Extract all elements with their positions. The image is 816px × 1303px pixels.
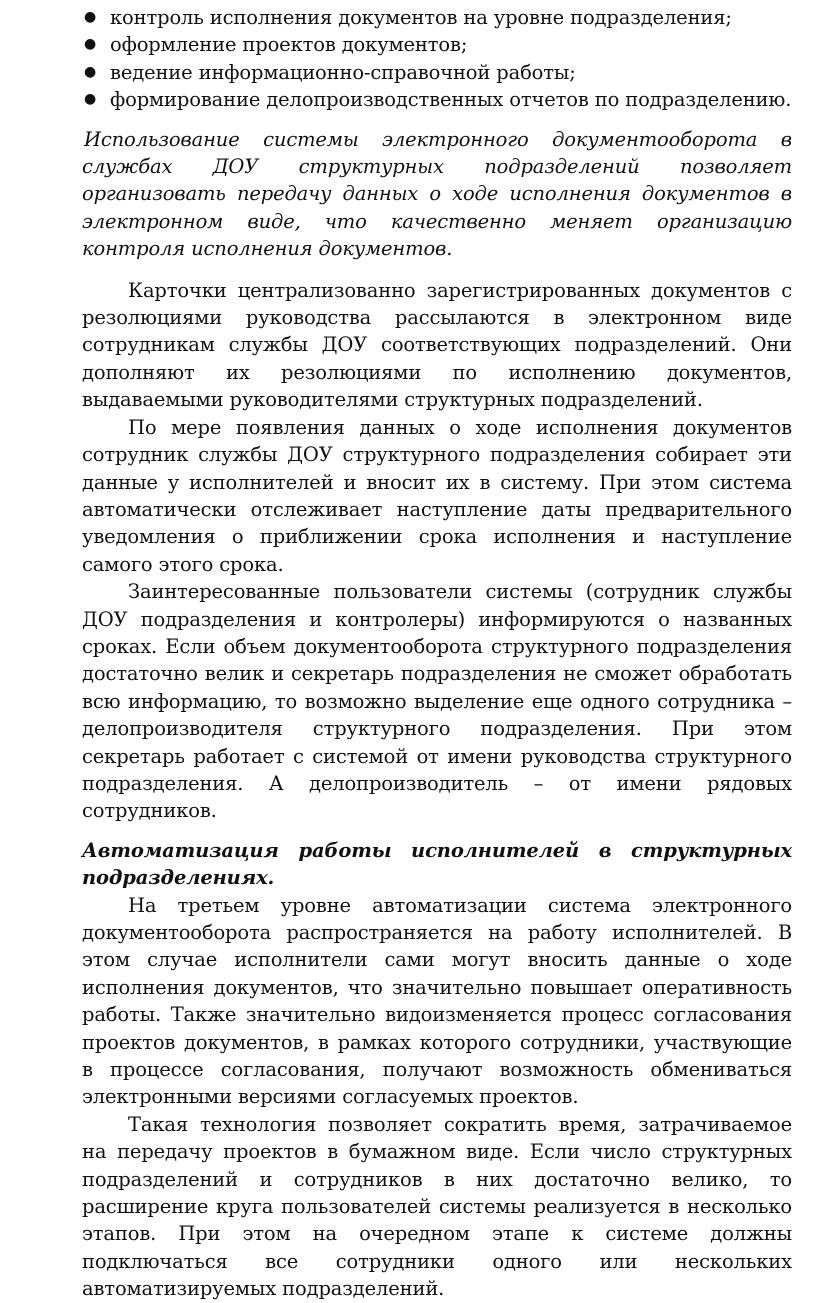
list-item: ● формирование делопроизводственных отчетов по подразделению. [82,86,792,113]
bullet-icon: ● [84,36,97,53]
paragraph-cards: Карточки централизованно зарегистрированных документов с резолюциями руководства рассылаются в электронном виде сотрудникам службы ДОУ соответствующих подразделений. Они дополняют их резолюциями по исполнению документов, выдаваемыми руководителями структурных подразделений. [82,278,792,412]
paragraph-technology: Такая технология позволяет сократить время, затрачиваемое на передачу проектов в бумажном виде. Если число структурных подразделений и сотрудников в них достаточно велико, то расширение круга пользователей системы реализуется в несколько этапов. При этом на очередном этапе к системе должны подключаться все сотрудники одного или нескольких автоматизируемых подразделений. [82,1112,792,1301]
paragraph-data-collection: По мере появления данных о ходе исполнения документов сотрудник службы ДОУ структурного подразделения собирает эти данные у исполнителей и вносит их в систему. При этом система автоматически отслеживает наступление даты предварительного уведомления о приближении срока исполнения и наступление самого этого срока. [82,415,792,576]
list-item: ● контроль исполнения документов на уровне подразделения; [82,4,792,31]
section-heading: Автоматизация работы исполнителей в структурных подразделениях. [82,838,792,890]
paragraph-interested-users: Заинтересованные пользователи системы (сотрудник службы ДОУ подразделения и контролеры) информируются о названных сроках. Если объем документооборота структурного подразделения достаточно велик и секретарь подразделения не сможет обработать всю информацию, то возможно выделение еще одного сотрудника – делопроизводителя структурного подразделения. При этом секретарь работает с системой от имени руководства структурного подразделения. А делопроизводитель – от имени рядовых сотрудников. [82,580,792,823]
bullet-icon: ● [84,9,97,25]
bullet-icon: ● [84,63,97,80]
bullet-icon: ● [84,91,97,108]
list-item: ● ведение информационно-справочной работы; [82,59,792,86]
paragraph-third-level: На третьем уровне автоматизации система электронного документооборота распространяется на работу исполнителей. В этом случае исполнители сами могут вносить данные о ходе исполнения документов, что значительно повышает оперативность работы. Также значительно видоизменяется процесс согласования проектов документов, в рамках которого сотрудники, участвующие в процессе согласования, получают возможность обмениваться электронными версиями согласуемых проектов. [82,893,792,1109]
list-item: ● оформление проектов документов; [82,31,792,58]
italic-paragraph: Использование системы электронного документооборота в службах ДОУ структурных подразделений позволяет организовать передачу данных о ходе исполнения документов в электронном виде, что качественно меняет организацию контроля исполнения документов. [82,127,792,261]
bullet-list [82,4,792,114]
